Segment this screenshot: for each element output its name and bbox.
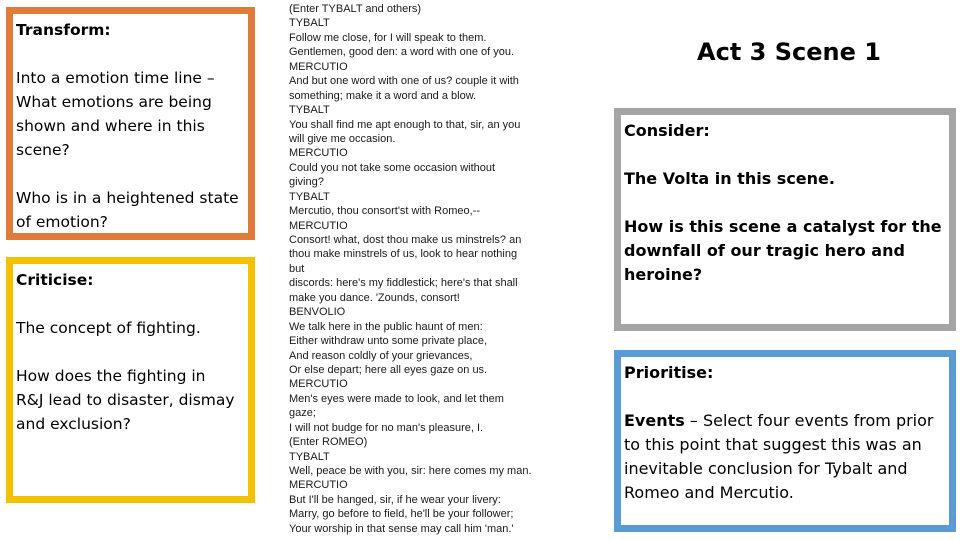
script-line: discords: here's my fiddlestick; here's that shall: [289, 277, 518, 290]
prioritise-heading: Prioritise:: [624, 363, 714, 382]
script-line: Or else depart; here all eyes gaze on us.: [289, 363, 488, 376]
page-title: Act 3 Scene 1: [697, 38, 881, 66]
script-line: Follow me close, for I will speak to them.: [289, 31, 487, 44]
script-line: Marry, go before to field, he'll be your follower;: [289, 508, 514, 521]
script-line: Your worship in that sense may call him 'man.': [289, 522, 514, 535]
consider-text-line: downfall of our tragic hero and: [624, 241, 905, 260]
criticise-text-line: The concept of fighting.: [16, 319, 201, 337]
criticise-text-line: and exclusion?: [16, 415, 131, 433]
script-line: (Enter TYBALT and others): [289, 3, 422, 15]
transform-text-line: Into a emotion time line –: [16, 69, 215, 87]
transform-text-line: What emotions are being: [16, 93, 212, 111]
script-line: But I'll be hanged, sir, if he wear your livery:: [289, 493, 501, 506]
consider-heading: Consider:: [624, 121, 710, 140]
criticise-box: [6, 257, 255, 503]
consider-box: [614, 108, 956, 331]
consider-text-line: How is this scene a catalyst for the: [624, 217, 942, 236]
script-line: Well, peace be with you, sir: here comes my man.: [289, 465, 532, 477]
script-line: thou make minstrels of us, look to hear nothing: [289, 248, 518, 261]
script-line: And reason coldly of your grievances,: [289, 349, 473, 362]
script-line: BENVOLIO: [289, 306, 346, 319]
criticise-text-line: How does the fighting in: [16, 367, 206, 385]
script-line: Mercutio, thou consort'st with Romeo,--: [289, 205, 481, 218]
script-line: something; make it a word and a blow.: [289, 89, 477, 102]
script-line: Either withdraw unto some private place,: [289, 335, 488, 348]
script-line: TYBALT: [289, 190, 330, 203]
script-line: TYBALT: [289, 104, 330, 117]
transform-text-line: shown and where in this: [16, 117, 205, 135]
script-line: Men's eyes were made to look, and let them: [289, 392, 504, 405]
script-line: MERCUTIO: [289, 60, 348, 73]
transform-box: [6, 7, 255, 240]
script-line: I will not budge for no man's pleasure, I.: [289, 421, 484, 434]
events-label: Events: [624, 411, 685, 430]
script-line: We talk here in the public haunt of men:: [289, 320, 483, 333]
criticise-heading: Criticise:: [16, 271, 94, 289]
prioritise-text-line: inevitable conclusion for Tybalt and: [624, 459, 908, 478]
script-line: make you dance. 'Zounds, consort!: [289, 291, 460, 304]
prioritise-text-line: Romeo and Mercutio.: [624, 483, 794, 502]
prioritise-text-line: [624, 409, 946, 433]
script-line: TYBALT: [289, 17, 330, 30]
script-line: You shall find me apt enough to that, sir, an you: [289, 118, 521, 131]
consider-text-line: The Volta in this scene.: [624, 169, 835, 188]
script-line: Could you not take some occasion without: [289, 161, 496, 174]
script-line: will give me occasion.: [289, 132, 396, 145]
transform-heading: Transform:: [16, 21, 111, 39]
script-line: MERCUTIO: [289, 219, 348, 232]
script-excerpt: [289, 2, 569, 536]
prioritise-text-line: to this point that suggest this was an: [624, 435, 922, 454]
script-line: MERCUTIO: [289, 378, 348, 391]
consider-text-line: heroine?: [624, 265, 703, 284]
script-line: gaze;: [289, 407, 316, 420]
script-line: Consort! what, dost thou make us minstrels? an: [289, 234, 522, 246]
script-line: TYBALT: [289, 450, 330, 463]
transform-text-line: of emotion?: [16, 213, 108, 231]
criticise-text-line: R&J lead to disaster, dismay: [16, 391, 235, 409]
script-line: MERCUTIO: [289, 147, 348, 160]
events-text: – Select four events from prior: [684, 411, 934, 430]
prioritise-box: [614, 350, 956, 532]
script-line: MERCUTIO: [289, 479, 348, 492]
transform-text-line: Who is in a heightened state: [16, 189, 239, 207]
transform-text-line: scene?: [16, 141, 70, 159]
script-line: And but one word with one of us? couple it with: [289, 75, 519, 88]
script-line: but: [289, 262, 305, 275]
script-line: giving?: [289, 176, 324, 189]
script-line: Gentlemen, good den: a word with one of you.: [289, 46, 515, 59]
script-line: (Enter ROMEO): [289, 436, 368, 449]
